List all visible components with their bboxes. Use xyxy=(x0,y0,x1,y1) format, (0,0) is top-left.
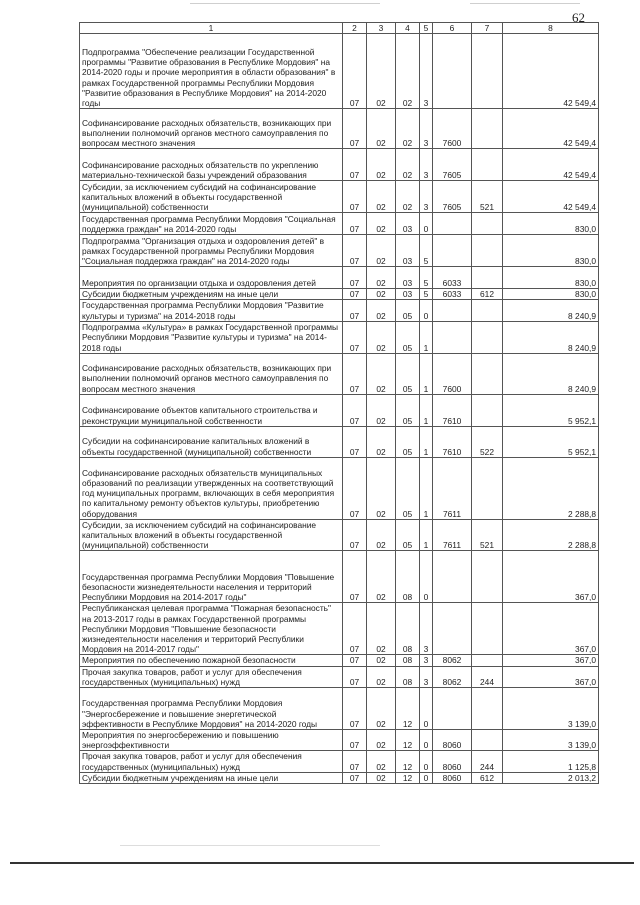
cell-program: 02 xyxy=(396,149,420,181)
cell-subprogram: 5 xyxy=(420,289,433,300)
cell-section: 07 xyxy=(343,300,367,321)
cell-subprogram: 5 xyxy=(420,235,433,267)
cell-expense-type: 522 xyxy=(472,426,503,457)
cell-expense-type xyxy=(472,603,503,655)
cell-amount: 5 952,1 xyxy=(503,394,599,426)
cell-program: 02 xyxy=(396,34,420,109)
table-body xyxy=(80,34,599,784)
cell-amount: 3 139,0 xyxy=(503,730,599,751)
cell-direction: 8062 xyxy=(433,666,472,687)
cell-program: 03 xyxy=(396,235,420,267)
cell-program: 05 xyxy=(396,321,420,353)
table-row xyxy=(80,426,599,457)
cell-subsection: 02 xyxy=(367,655,396,666)
table-row xyxy=(80,688,599,730)
cell-program: 12 xyxy=(396,772,420,783)
cell-name: Софинансирование расходных обязательств, возникающих при выполнении полномочий органов местного самоуправления по вопросам местного значения xyxy=(80,109,343,149)
table-row xyxy=(80,321,599,353)
cell-direction: 7600 xyxy=(433,109,472,149)
cell-amount: 8 240,9 xyxy=(503,321,599,353)
cell-direction xyxy=(433,235,472,267)
cell-amount: 830,0 xyxy=(503,267,599,289)
cell-expense-type: 521 xyxy=(472,181,503,213)
cell-program: 03 xyxy=(396,267,420,289)
cell-direction xyxy=(433,213,472,235)
cell-name: Прочая закупка товаров, работ и услуг для обеспечения государственных (муниципальных) нужд xyxy=(80,751,343,772)
cell-subsection: 02 xyxy=(367,109,396,149)
table-row xyxy=(80,353,599,394)
cell-program: 08 xyxy=(396,655,420,666)
cell-section: 07 xyxy=(343,772,367,783)
cell-name: Субсидии на софинансирование капитальных вложений в объекты государственной (муниципальной) собственности xyxy=(80,426,343,457)
column-header-8: 8 xyxy=(503,23,599,34)
cell-subprogram: 1 xyxy=(420,519,433,551)
cell-direction: 7611 xyxy=(433,519,472,551)
cell-amount: 830,0 xyxy=(503,213,599,235)
cell-direction xyxy=(433,34,472,109)
table-row xyxy=(80,109,599,149)
cell-direction: 8062 xyxy=(433,655,472,666)
cell-subsection: 02 xyxy=(367,394,396,426)
column-header-1: 1 xyxy=(80,23,343,34)
cell-expense-type xyxy=(472,394,503,426)
cell-subprogram: 3 xyxy=(420,109,433,149)
cell-amount: 830,0 xyxy=(503,235,599,267)
table-row xyxy=(80,603,599,655)
cell-amount: 1 125,8 xyxy=(503,751,599,772)
cell-subsection: 02 xyxy=(367,519,396,551)
cell-subsection: 02 xyxy=(367,666,396,687)
cell-subprogram: 3 xyxy=(420,34,433,109)
cell-section: 07 xyxy=(343,267,367,289)
cell-section: 07 xyxy=(343,394,367,426)
cell-expense-type xyxy=(472,149,503,181)
cell-program: 02 xyxy=(396,109,420,149)
cell-section: 07 xyxy=(343,688,367,730)
cell-program: 05 xyxy=(396,394,420,426)
cell-section: 07 xyxy=(343,519,367,551)
cell-subprogram: 1 xyxy=(420,426,433,457)
cell-subsection: 02 xyxy=(367,300,396,321)
cell-section: 07 xyxy=(343,181,367,213)
cell-expense-type xyxy=(472,730,503,751)
cell-direction xyxy=(433,688,472,730)
cell-direction xyxy=(433,603,472,655)
cell-name: Государственная программа Республики Мордовия "Развитие культуры и туризма" на 2014-2018 годы xyxy=(80,300,343,321)
cell-expense-type: 244 xyxy=(472,751,503,772)
cell-section: 07 xyxy=(343,551,367,603)
cell-amount: 5 952,1 xyxy=(503,426,599,457)
cell-subprogram: 1 xyxy=(420,321,433,353)
cell-amount: 42 549,4 xyxy=(503,109,599,149)
cell-name: Софинансирование объектов капитального строительства и реконструкции муниципальной собственности xyxy=(80,394,343,426)
column-header-6: 6 xyxy=(433,23,472,34)
table-row xyxy=(80,772,599,783)
cell-subsection: 02 xyxy=(367,551,396,603)
cell-subprogram: 0 xyxy=(420,300,433,321)
column-header-2: 2 xyxy=(343,23,367,34)
budget-table xyxy=(79,22,599,784)
cell-section: 07 xyxy=(343,235,367,267)
cell-name: Субсидии бюджетным учреждениям на иные цели xyxy=(80,289,343,300)
cell-subprogram: 3 xyxy=(420,666,433,687)
cell-name: Подпрограмма "Обеспечение реализации Государственной программы "Развитие образования в Республике Мордовия" на 2014-2020 годы и прочие мероприятия в области образования" в рамках Государственной программы Республики Мордовия "Развитие образования в Республике Мордовия" на 2014-2020 годы xyxy=(80,34,343,109)
table-row xyxy=(80,655,599,666)
cell-direction: 6033 xyxy=(433,289,472,300)
cell-section: 07 xyxy=(343,426,367,457)
cell-section: 07 xyxy=(343,655,367,666)
cell-subprogram: 1 xyxy=(420,394,433,426)
cell-subsection: 02 xyxy=(367,751,396,772)
cell-subsection: 02 xyxy=(367,457,396,519)
table-row xyxy=(80,751,599,772)
cell-amount: 367,0 xyxy=(503,655,599,666)
cell-program: 05 xyxy=(396,426,420,457)
cell-direction: 8060 xyxy=(433,772,472,783)
cell-amount: 367,0 xyxy=(503,666,599,687)
cell-subsection: 02 xyxy=(367,688,396,730)
cell-program: 02 xyxy=(396,181,420,213)
cell-expense-type xyxy=(472,353,503,394)
cell-expense-type xyxy=(472,457,503,519)
table-row xyxy=(80,551,599,603)
cell-direction xyxy=(433,551,472,603)
cell-direction: 7605 xyxy=(433,181,472,213)
table-row xyxy=(80,300,599,321)
cell-program: 05 xyxy=(396,457,420,519)
cell-subsection: 02 xyxy=(367,353,396,394)
cell-subsection: 02 xyxy=(367,426,396,457)
cell-amount: 3 139,0 xyxy=(503,688,599,730)
table-row xyxy=(80,289,599,300)
cell-expense-type xyxy=(472,688,503,730)
cell-subsection: 02 xyxy=(367,289,396,300)
cell-name: Софинансирование расходных обязательств, возникающих при выполнении полномочий органов местного самоуправления по вопросам местного значения xyxy=(80,353,343,394)
cell-name: Мероприятия по организации отдыха и оздоровления детей xyxy=(80,267,343,289)
cell-expense-type xyxy=(472,267,503,289)
cell-subsection: 02 xyxy=(367,321,396,353)
cell-expense-type xyxy=(472,321,503,353)
cell-expense-type: 244 xyxy=(472,666,503,687)
cell-name: Государственная программа Республики Мордовия "Энергосбережение и повышение энергетической эффективности в Республике Мордовия" на 2014-2020 годы xyxy=(80,688,343,730)
cell-name: Субсидии, за исключением субсидий на софинансирование капитальных вложений в объекты государственной (муниципальной) собственности xyxy=(80,181,343,213)
cell-name: Прочая закупка товаров, работ и услуг для обеспечения государственных (муниципальных) нужд xyxy=(80,666,343,687)
cell-name: Подпрограмма «Культура» в рамках Государственной программы Республики Мордовия "Развитие культуры и туризма" на 2014-2018 годы xyxy=(80,321,343,353)
cell-section: 07 xyxy=(343,213,367,235)
table-row xyxy=(80,213,599,235)
table-row xyxy=(80,730,599,751)
cell-program: 05 xyxy=(396,300,420,321)
cell-program: 05 xyxy=(396,353,420,394)
cell-subprogram: 0 xyxy=(420,751,433,772)
cell-amount: 42 549,4 xyxy=(503,181,599,213)
cell-expense-type xyxy=(472,34,503,109)
cell-amount: 8 240,9 xyxy=(503,300,599,321)
cell-program: 12 xyxy=(396,688,420,730)
cell-subprogram: 3 xyxy=(420,149,433,181)
cell-subprogram: 0 xyxy=(420,772,433,783)
cell-subsection: 02 xyxy=(367,267,396,289)
cell-program: 08 xyxy=(396,551,420,603)
cell-amount: 2 013,2 xyxy=(503,772,599,783)
cell-direction xyxy=(433,321,472,353)
cell-expense-type xyxy=(472,213,503,235)
cell-subsection: 02 xyxy=(367,730,396,751)
cell-subprogram: 0 xyxy=(420,551,433,603)
cell-subprogram: 3 xyxy=(420,655,433,666)
cell-direction: 7611 xyxy=(433,457,472,519)
cell-amount: 367,0 xyxy=(503,551,599,603)
cell-section: 07 xyxy=(343,34,367,109)
cell-expense-type xyxy=(472,109,503,149)
cell-name: Мероприятия по энергосбережению и повышению энергоэффективности xyxy=(80,730,343,751)
cell-expense-type: 612 xyxy=(472,289,503,300)
page-bottom-border xyxy=(10,862,634,864)
cell-direction: 7600 xyxy=(433,353,472,394)
cell-name: Государственная программа Республики Мордовия "Социальная поддержка граждан" на 2014-2020 годы xyxy=(80,213,343,235)
cell-program: 12 xyxy=(396,730,420,751)
cell-subprogram: 5 xyxy=(420,267,433,289)
cell-name: Субсидии, за исключением субсидий на софинансирование капитальных вложений в объекты государственной (муниципальной) собственности xyxy=(80,519,343,551)
cell-amount: 8 240,9 xyxy=(503,353,599,394)
cell-section: 07 xyxy=(343,321,367,353)
cell-program: 12 xyxy=(396,751,420,772)
cell-direction: 7610 xyxy=(433,394,472,426)
table-row xyxy=(80,666,599,687)
cell-program: 03 xyxy=(396,289,420,300)
cell-subsection: 02 xyxy=(367,213,396,235)
cell-subprogram: 1 xyxy=(420,353,433,394)
cell-name: Государственная программа Республики Мордовия "Повышение безопасности жизнедеятельности населения и территорий Республики Мордовия на 2014-2017 годы" xyxy=(80,551,343,603)
cell-expense-type xyxy=(472,300,503,321)
page-number: 62 xyxy=(572,10,585,25)
cell-section: 07 xyxy=(343,289,367,300)
column-header-3: 3 xyxy=(367,23,396,34)
cell-amount: 2 288,8 xyxy=(503,457,599,519)
cell-amount: 42 549,4 xyxy=(503,34,599,109)
cell-subprogram: 0 xyxy=(420,688,433,730)
cell-amount: 2 288,8 xyxy=(503,519,599,551)
cell-section: 07 xyxy=(343,109,367,149)
cell-expense-type: 521 xyxy=(472,519,503,551)
cell-name: Подпрограмма "Организация отдыха и оздоровления детей" в рамках Государственной программы Республики Мордовия "Социальная поддержка граждан" на 2014-2020 годы xyxy=(80,235,343,267)
cell-section: 07 xyxy=(343,730,367,751)
table-header-row xyxy=(80,23,599,34)
table-row xyxy=(80,267,599,289)
cell-subprogram: 3 xyxy=(420,603,433,655)
table-row xyxy=(80,34,599,109)
cell-expense-type xyxy=(472,551,503,603)
cell-amount: 42 549,4 xyxy=(503,149,599,181)
scan-artifact-top-right xyxy=(470,3,580,4)
table-row xyxy=(80,457,599,519)
cell-section: 07 xyxy=(343,666,367,687)
scan-artifact-top xyxy=(190,3,380,4)
cell-name: Субсидии бюджетным учреждениям на иные цели xyxy=(80,772,343,783)
cell-section: 07 xyxy=(343,457,367,519)
cell-name: Софинансирование расходных обязательств муниципальных образований по реализации утвержденных на соответствующий год муниципальных программ, включающих в себя мероприятия по капитальному ремонту объектов культуры, приобретению оборудования xyxy=(80,457,343,519)
table-row xyxy=(80,519,599,551)
cell-expense-type xyxy=(472,235,503,267)
cell-subprogram: 0 xyxy=(420,213,433,235)
cell-direction: 8060 xyxy=(433,730,472,751)
cell-subsection: 02 xyxy=(367,181,396,213)
cell-section: 07 xyxy=(343,353,367,394)
table-row xyxy=(80,235,599,267)
cell-subprogram: 3 xyxy=(420,181,433,213)
cell-subsection: 02 xyxy=(367,772,396,783)
cell-program: 08 xyxy=(396,666,420,687)
cell-subprogram: 0 xyxy=(420,730,433,751)
cell-section: 07 xyxy=(343,751,367,772)
scan-artifact-bottom xyxy=(120,845,380,846)
cell-section: 07 xyxy=(343,149,367,181)
cell-direction xyxy=(433,300,472,321)
cell-program: 03 xyxy=(396,213,420,235)
cell-program: 05 xyxy=(396,519,420,551)
cell-subsection: 02 xyxy=(367,235,396,267)
cell-amount: 830,0 xyxy=(503,289,599,300)
column-header-4: 4 xyxy=(396,23,420,34)
cell-subsection: 02 xyxy=(367,34,396,109)
cell-name: Республиканская целевая программа "Пожарная безопасность" на 2013-2017 годы в рамках Государственной программы Республики Мордовия "Повышение безопасности жизнедеятельности населения и территорий Республики Мордовия на 2014-2017 годы" xyxy=(80,603,343,655)
cell-direction: 6033 xyxy=(433,267,472,289)
table-row xyxy=(80,181,599,213)
cell-amount: 367,0 xyxy=(503,603,599,655)
column-header-7: 7 xyxy=(472,23,503,34)
cell-name: Софинансирование расходных обязательств по укреплению материально-технической базы учреждений образования xyxy=(80,149,343,181)
cell-direction: 7610 xyxy=(433,426,472,457)
cell-subprogram: 1 xyxy=(420,457,433,519)
cell-expense-type: 612 xyxy=(472,772,503,783)
table-row xyxy=(80,394,599,426)
column-header-5: 5 xyxy=(420,23,433,34)
cell-program: 08 xyxy=(396,603,420,655)
cell-subsection: 02 xyxy=(367,603,396,655)
cell-subsection: 02 xyxy=(367,149,396,181)
table-row xyxy=(80,149,599,181)
cell-name: Мероприятия по обеспечению пожарной безопасности xyxy=(80,655,343,666)
cell-direction: 8060 xyxy=(433,751,472,772)
cell-section: 07 xyxy=(343,603,367,655)
cell-direction: 7605 xyxy=(433,149,472,181)
cell-expense-type xyxy=(472,655,503,666)
